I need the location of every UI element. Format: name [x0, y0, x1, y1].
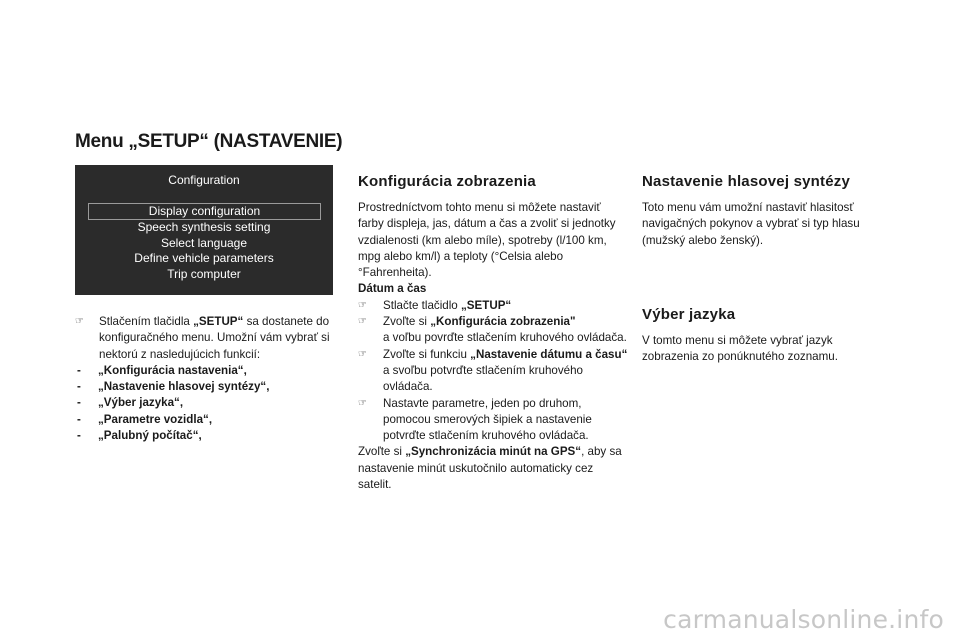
- step-2-text-pre: Zvoľte si: [383, 315, 431, 329]
- left-column: [75, 314, 345, 444]
- middle-column: [358, 172, 628, 493]
- speech-synthesis-body: Toto menu vám umožní nastaviť hlasitosť navigačných pokynov a vybrať si typ hlasu (mužský alebo ženský).: [642, 201, 860, 247]
- display-screen-illustration: [75, 165, 333, 295]
- function-item-language: - „Výber jazyka“,: [75, 395, 345, 411]
- step-2: [358, 314, 628, 347]
- pointing-hand-icon: ☞: [358, 316, 367, 328]
- pointing-hand-icon: ☞: [75, 316, 84, 327]
- display-config-body: Prostredníctvom tohto menu si môžete nastaviť farby displeja, jas, dátum a čas a zvoliť si jednotky vzdialenosti (km alebo míle), spotreby (l/100 km, mpg alebo km/l) a teploty (°Celsia alebo °Fahrenheita).: [358, 201, 616, 280]
- pointing-hand-icon: ☞: [358, 397, 367, 409]
- intro-setup-label: „SETUP“: [193, 315, 244, 328]
- function-item-speech: - „Nastavenie hlasovej syntézy“,: [75, 379, 345, 395]
- function-item-trip: - „Palubný počítač“,: [75, 428, 345, 444]
- step-1: [358, 298, 628, 314]
- screen-menu-item-select-language: Select language: [160, 235, 248, 250]
- function-item-vehicle: - „Parametre vozidla“,: [75, 412, 345, 428]
- function-list: [75, 363, 345, 444]
- step-3: [358, 347, 628, 396]
- language-body: V tomto menu si môžete vybrať jazyk zobrazenia zo ponúknutého zoznamu.: [642, 333, 838, 364]
- intro-text-post: sa dostanete do konfiguračného menu. Umožní vám vybrať si nektorú z nasledujúcich funkcií:: [99, 315, 330, 361]
- step-3-text-post: a svoľbu potvrďte stlačením kruhového ovládača.: [383, 363, 583, 394]
- intro-text-pre: Stlačením tlačidla: [99, 315, 194, 328]
- gps-sync-paragraph: [358, 444, 628, 493]
- screen-menu-item-display-configuration: Display configuration: [88, 203, 321, 220]
- gps-text-pre: Zvoľte si: [358, 445, 406, 459]
- screen-menu-item-vehicle-parameters: Define vehicle parameters: [134, 251, 274, 266]
- speech-synthesis-heading: Nastavenie hlasovej syntézy: [642, 173, 851, 190]
- pointing-hand-icon: ☞: [358, 348, 367, 360]
- pointing-hand-icon: ☞: [358, 299, 367, 311]
- step-3-bold: „Nastavenie dátumu a času“: [470, 347, 628, 361]
- watermark: carmanualsonline.info: [663, 605, 944, 634]
- step-4: [358, 396, 628, 445]
- screen-title: Configuration: [168, 173, 240, 187]
- page-title: Menu „SETUP“ (NASTAVENIE): [75, 131, 343, 152]
- gps-bold: „Synchronizácia minút na GPS“: [405, 445, 582, 459]
- screen-menu-item-speech-synthesis: Speech synthesis setting: [137, 220, 271, 234]
- display-config-heading: Konfigurácia zobrazenia: [358, 173, 536, 190]
- step-1-setup-label: „SETUP“: [460, 298, 512, 312]
- right-column: [642, 172, 892, 365]
- step-3-text-pre: Zvoľte si funkciu: [383, 347, 471, 361]
- step-1-text: Stlačte tlačidlo: [383, 298, 461, 312]
- date-time-subheading: Dátum a čas: [358, 282, 427, 296]
- step-2-bold: „Konfigurácia zobrazenia": [430, 315, 576, 329]
- step-2-text-post: a voľbu povrďte stlačením kruhového ovládača.: [383, 331, 627, 345]
- intro-bullet: [75, 314, 345, 363]
- screen-menu-item-trip-computer: Trip computer: [167, 266, 241, 281]
- step-4-text: Nastavte parametre, jeden po druhom, pomocou smerových šipiek a nastavenie potvrďte stlačením kruhového ovládača.: [383, 396, 592, 443]
- language-heading: Výber jazyka: [642, 305, 736, 323]
- screen-menu: [75, 203, 333, 282]
- function-item-display: - „Konfigurácia nastavenia“,: [75, 363, 345, 379]
- gps-text-post: , aby sa nastavenie minút uskutočnilo automaticky cez satelit.: [358, 445, 622, 492]
